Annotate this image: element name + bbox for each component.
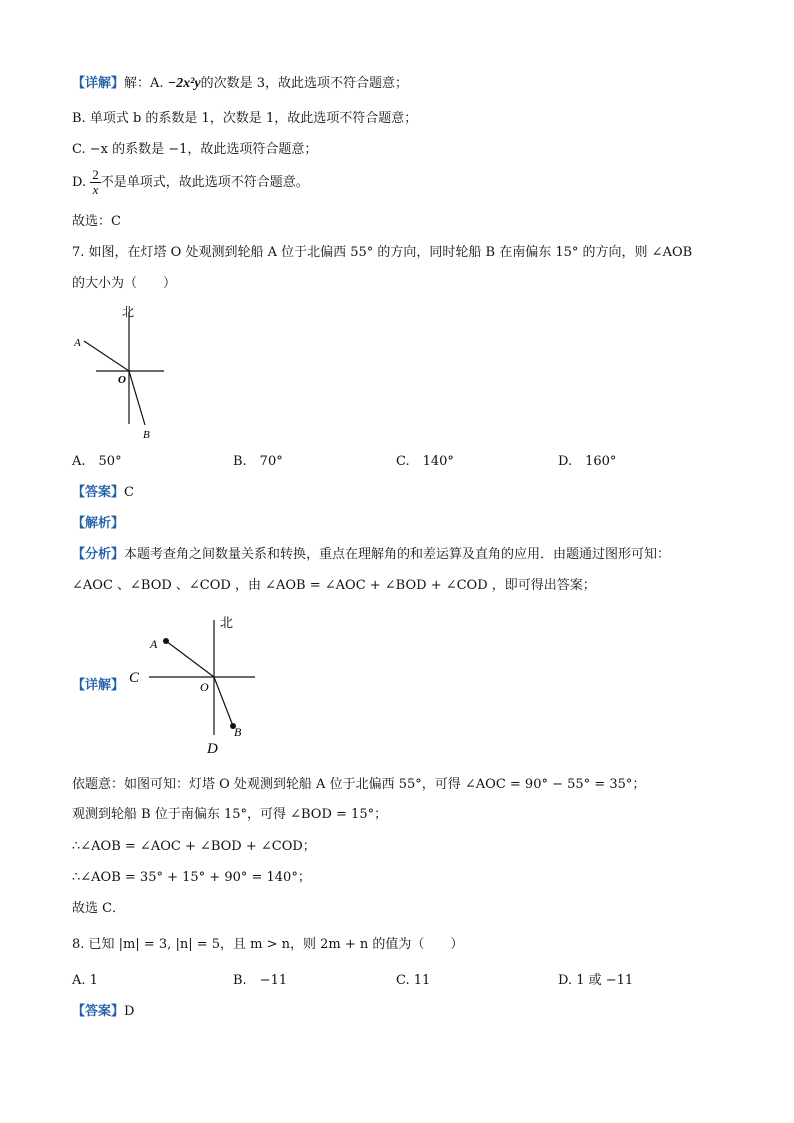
q6-detail-line4: [72, 168, 309, 197]
q6-line1-prefix: 解：A.: [124, 76, 164, 91]
q7-option-a: A. 50°: [72, 454, 122, 469]
point-a-dot: [163, 638, 169, 644]
q7-solution-line4: ∴∠AOB = 35° + 15° + 90° = 140°；: [72, 870, 311, 885]
answer-value: C: [124, 485, 134, 500]
q6-line4-suffix: 不是单项式，故此选项不符合题意。: [100, 175, 309, 190]
q7-compass-figure: [68, 300, 178, 450]
q8-option-b: B. −11: [233, 973, 288, 988]
fraction-denominator: x: [92, 182, 99, 197]
analysis-text1: 本题考查角之间数量关系和转换，重点在理解角的和差运算及直角的应用．由题通过图形可知：: [124, 547, 671, 562]
q7-stem-line2: 的大小为（ ）: [72, 276, 177, 291]
q7-solution-line3: ∴∠AOB = ∠AOC + ∠BOD + ∠COD；: [72, 839, 316, 854]
q6-line1-expr: −2x²y: [167, 76, 201, 91]
q7-answer: [72, 484, 134, 502]
q6-choice: 故选：C: [72, 214, 121, 229]
q6-detail-line1: [72, 75, 408, 93]
q7-detail-header: [72, 677, 124, 695]
ray-oa: [84, 341, 129, 371]
q8-option-d: D. 1 或 −11: [558, 973, 634, 988]
q6-line1-suffix: 的次数是 3，故此选项不符合题意；: [200, 76, 408, 91]
q7-analysis-line2: ∠AOC 、∠BOD 、∠COD ，由 ∠AOB = ∠AOC + ∠BOD + ∠COD ，即可得出答案；: [72, 578, 596, 593]
detail-tag: 【详解】: [72, 76, 125, 91]
q7-solution-line2: 观测到轮船 B 位于南偏东 15°，可得 ∠BOD = 15°；: [72, 807, 388, 822]
detail-tag-2: 【详解】: [72, 678, 125, 693]
q8-stem: 8. 已知 |m| = 3, |n| = 5，且 m > n，则 2m + n 的值为（ ）: [72, 937, 464, 952]
north-label: 北: [122, 305, 135, 319]
analysis-tag: 【解析】: [72, 516, 125, 531]
analysis-sub-tag: 【分析】: [72, 547, 125, 562]
q7-analysis-line1: [72, 546, 670, 564]
q8-option-a: A. 1: [72, 973, 98, 988]
north-label: 北: [220, 615, 234, 630]
fraction: [90, 168, 101, 197]
answer-value: D: [124, 1004, 135, 1019]
q6-line4-prefix: D.: [72, 175, 87, 190]
ray-ob: [129, 371, 145, 425]
q7-solution-choice: 故选 C．: [72, 901, 126, 916]
q7-labeled-compass-figure: [125, 610, 265, 760]
point-o-label: O: [118, 374, 126, 386]
q7-option-b: B. 70°: [233, 454, 283, 469]
answer-tag: 【答案】: [72, 485, 125, 500]
q8-option-c: C. 11: [396, 973, 431, 988]
q6-detail-line3: C. −x 的系数是 −1，故此选项符合题意；: [72, 142, 318, 157]
fraction-numerator: 2: [92, 167, 99, 182]
point-d-label: D: [207, 741, 218, 757]
point-o-label: O: [200, 680, 209, 694]
ray-ob: [214, 677, 233, 726]
point-b-label: B: [234, 725, 242, 739]
point-a-label: A: [74, 337, 81, 349]
answer-tag: 【答案】: [72, 1004, 125, 1019]
q7-option-c: C. 140°: [396, 454, 454, 469]
q7-analysis-header: [72, 515, 124, 533]
point-c-label: C: [129, 670, 140, 686]
q6-detail-line2: B. 单项式 b 的系数是 1，次数是 1，故此选项不符合题意；: [72, 111, 418, 126]
point-a-label: A: [150, 637, 158, 651]
q7-stem-line1: 7. 如图，在灯塔 O 处观测到轮船 A 位于北偏西 55° 的方向，同时轮船 B 在南偏东 15° 的方向，则 ∠AOB: [72, 245, 693, 260]
q7-option-d: D. 160°: [558, 454, 617, 469]
q7-solution-line1: 依题意：如图可知：灯塔 O 处观测到轮船 A 位于北偏西 55°，可得 ∠AOC = 90° − 55° = 35°；: [72, 777, 646, 792]
ray-oa: [166, 641, 214, 677]
point-b-label: B: [143, 429, 150, 441]
q8-answer: [72, 1003, 134, 1021]
